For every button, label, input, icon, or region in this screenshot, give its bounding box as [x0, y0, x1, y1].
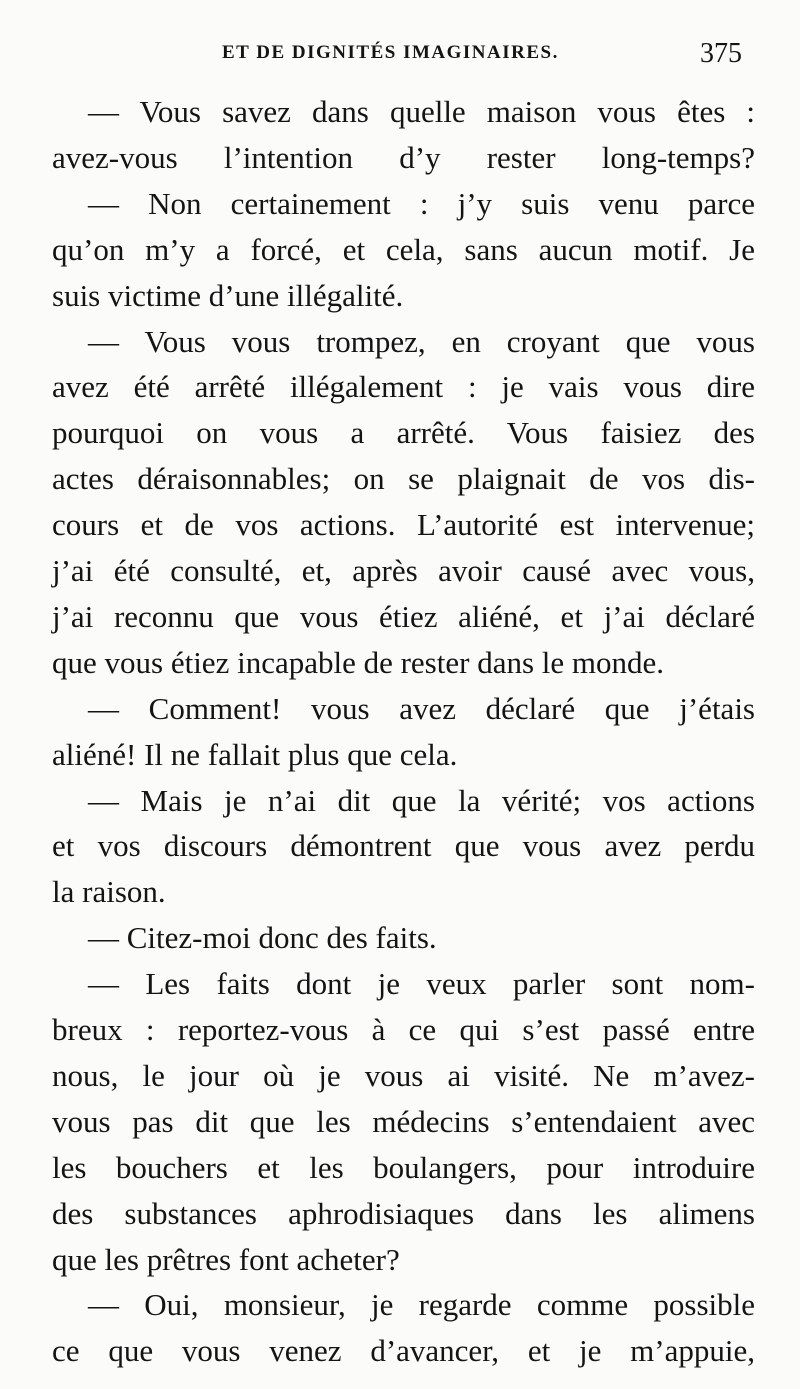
text-line: que les prêtres font acheter?	[52, 1241, 400, 1277]
text-line: vous pas dit que les médecins s’entendaient avec	[52, 1103, 755, 1139]
text-line: — Mais je n’ai dit que la vérité; vos actions	[88, 782, 755, 818]
text-line: des substances aphrodisiaques dans les alimens	[52, 1195, 755, 1231]
text-line: que vous étiez incapable de rester dans le monde.	[52, 644, 665, 680]
text-line: suis victime d’une illégalité.	[52, 277, 404, 313]
text-line: — Les faits dont je veux parler sont nom-	[88, 966, 755, 1002]
text-line: qu’on m’y a forcé, et cela, sans aucun motif. Je	[52, 231, 755, 267]
text-line: — Citez-moi donc des faits.	[88, 920, 437, 956]
text-line: aliéné! Il ne fallait plus que cela.	[52, 736, 458, 772]
text-line: — Oui, monsieur, je regarde comme possible	[88, 1287, 755, 1323]
text-line: ce que vous venez d’avancer, et je m’appuie,	[52, 1333, 755, 1369]
text-line: la raison.	[52, 874, 166, 910]
text-line: nous, le jour où je vous ai visité. Ne m’avez-	[52, 1057, 755, 1093]
text-line: avez été arrêté illégalement : je vais vous dire	[52, 369, 755, 405]
text-line: les bouchers et les boulangers, pour introduire	[52, 1149, 755, 1185]
page-header	[0, 38, 800, 78]
text-line: — Vous savez dans quelle maison vous êtes :	[88, 94, 755, 129]
text-line: j’ai été consulté, et, après avoir causé avec vous,	[52, 553, 755, 588]
text-line: et vos discours démontrent que vous avez perdu	[52, 828, 755, 864]
text-line: pourquoi on vous a arrêté. Vous faisiez des	[52, 415, 755, 451]
text-line: actes déraisonnables; on se plaignait de vos dis-	[52, 461, 755, 497]
text-line: j’ai reconnu que vous étiez aliéné, et j’ai déclaré	[52, 598, 755, 634]
text-line: — Non certainement : j’y suis venu parce	[88, 185, 755, 221]
text-line: breux : reportez-vous à ce qui s’est passé entre	[52, 1012, 755, 1047]
text-line: — Vous vous trompez, en croyant que vous	[88, 323, 755, 359]
text-line: — Comment! vous avez déclaré que j’étais	[88, 690, 755, 726]
running-title: ET DE DIGNITÉS IMAGINAIRES.	[222, 42, 559, 63]
text-line: avez-vous l’intention d’y rester long-temps?	[52, 139, 755, 175]
text-line: cours et de vos actions. L’autorité est intervenue;	[52, 507, 755, 543]
page-number: 375	[700, 38, 742, 69]
